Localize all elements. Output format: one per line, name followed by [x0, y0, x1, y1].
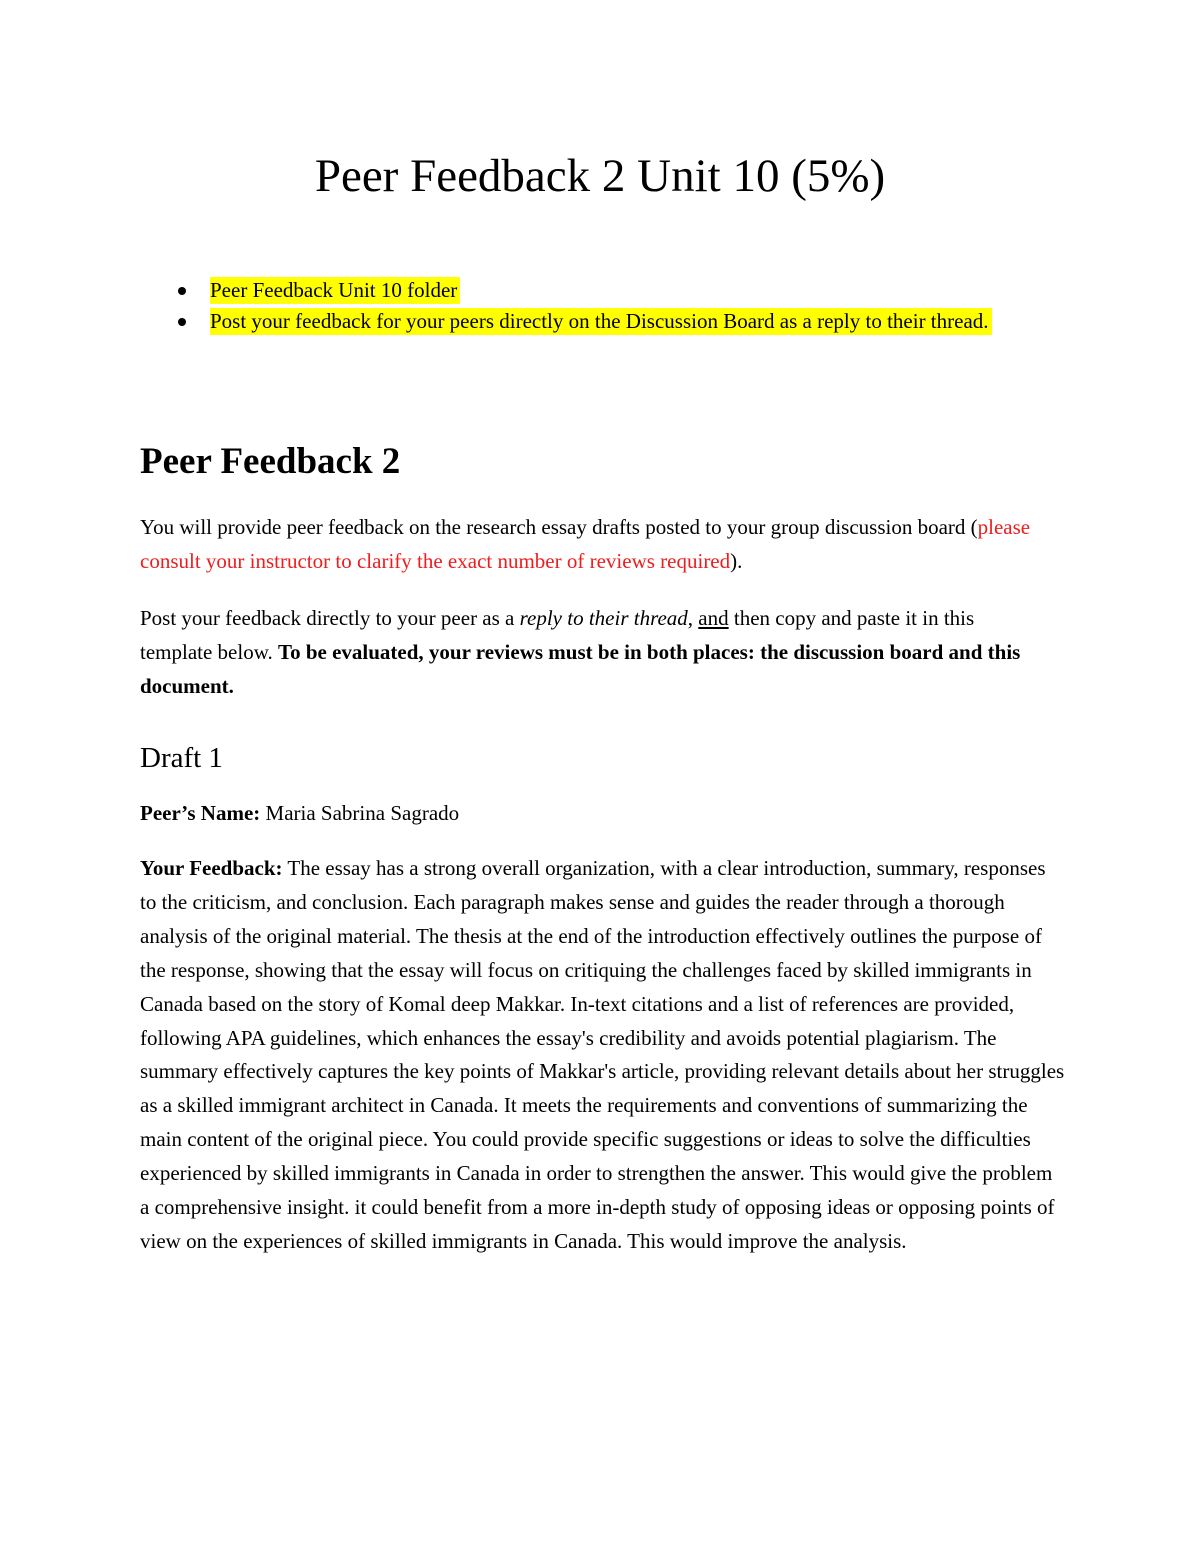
intro-text-after: ). — [730, 549, 743, 573]
intro-paragraph — [140, 510, 1040, 578]
instructions-paragraph — [140, 601, 1040, 703]
intro-red-note: please consult your instructor to clarify the exact number of reviews required — [140, 515, 1031, 573]
bullet-list — [172, 275, 1052, 337]
feedback-text: The essay has a strong overall organization, with a clear introduction, summary, responses to the criticism, and conclusion. Each paragraph makes sense and guides the reader through a thorough analysis of the original material. The thesis at the end of the introduction effectively outlines the purpose of the response, showing that the essay will focus on critiquing the challenges faced by skilled immigrants in Canada based on the story of Komal deep Makkar. In-text citations and a list of references are provided, following APA guidelines, which enhances the essay's credibility and avoids potential plagiarism. The summary effectively captures the key points of Makkar's article, providing relevant details about her struggles as a skilled immigrant architect in Canada. It meets the requirements and conventions of summarizing the main content of the original piece. You could provide specific suggestions or ideas to solve the difficulties experienced by skilled immigrants in Canada in order to strengthen the answer. This would give the problem a comprehensive insight. it could benefit from a more in-depth study of opposing ideas or opposing points of view on the experiences of skilled immigrants in Canada. This would improve the analysis. — [140, 856, 1065, 1253]
document-title: Peer Feedback 2 Unit 10 (5%) — [314, 150, 886, 202]
peer-name-label: Peer’s Name: — [140, 801, 261, 825]
instructions-underlined: and — [698, 606, 729, 630]
bullet-item-folder — [172, 275, 1052, 306]
bullet-dot-icon — [178, 287, 186, 295]
instructions-italic: reply to their thread — [519, 606, 688, 630]
bullet-dot-icon — [178, 318, 186, 326]
bullet-text-folder: Peer Feedback Unit 10 folder — [210, 277, 460, 304]
intro-text-before: You will provide peer feedback on the research essay drafts posted to your group discussion board ( — [140, 515, 978, 539]
peer-name-value: Maria Sabrina Sagrado — [260, 801, 460, 825]
feedback-paragraph — [140, 852, 1065, 1259]
peer-name-line — [140, 796, 459, 830]
instructions-part3: then copy and paste it in this template below. — [140, 606, 975, 664]
bullet-item-post — [172, 306, 1052, 337]
instructions-part1: Post your feedback directly to your peer as a — [140, 606, 520, 630]
instructions-bold: To be evaluated, your reviews must be in both places: the discussion board and this document. — [140, 640, 1021, 698]
instructions-part2: , — [687, 606, 699, 630]
bullet-text-post: Post your feedback for your peers directly on the Discussion Board as a reply to their thread. — [210, 308, 992, 335]
draft-heading: Draft 1 — [140, 742, 223, 774]
section-heading: Peer Feedback 2 — [140, 441, 401, 482]
feedback-label: Your Feedback: — [140, 856, 283, 880]
